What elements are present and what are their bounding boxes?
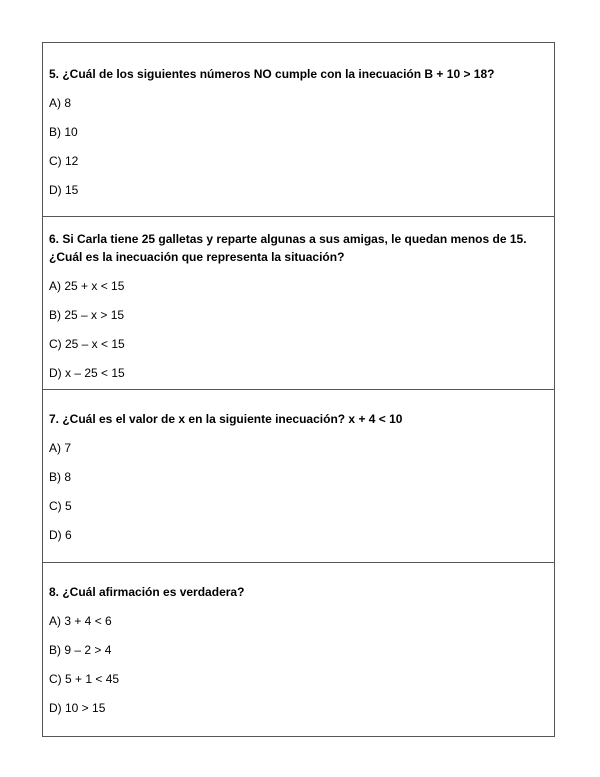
answer-options bbox=[49, 279, 554, 380]
option-c: C) 5 bbox=[49, 499, 72, 513]
option-b: B) 9 – 2 > 4 bbox=[49, 643, 112, 657]
option-a: A) 7 bbox=[49, 441, 72, 455]
question-text: 5. ¿Cuál de los siguientes números NO cumple con la inecuación B + 10 > 18? bbox=[49, 67, 495, 81]
question-5 bbox=[43, 43, 554, 216]
question-6 bbox=[43, 216, 554, 389]
option-d: D) 10 > 15 bbox=[49, 701, 106, 715]
option-c: C) 5 + 1 < 45 bbox=[49, 672, 120, 686]
option-d: D) x – 25 < 15 bbox=[49, 366, 125, 380]
question-7 bbox=[43, 389, 554, 562]
option-a: A) 8 bbox=[49, 96, 72, 110]
answer-options bbox=[49, 96, 554, 197]
answer-options bbox=[49, 441, 554, 542]
option-a: A) 3 + 4 < 6 bbox=[49, 614, 112, 628]
option-b: B) 8 bbox=[49, 470, 72, 484]
question-text: 8. ¿Cuál afirmación es verdadera? bbox=[49, 585, 245, 599]
answer-options bbox=[49, 614, 554, 715]
question-text: 7. ¿Cuál es el valor de x en la siguiente inecuación? x + 4 < 10 bbox=[49, 412, 403, 426]
option-d: D) 6 bbox=[49, 528, 72, 542]
option-c: C) 25 – x < 15 bbox=[49, 337, 125, 351]
option-c: C) 12 bbox=[49, 154, 79, 168]
option-b: B) 25 – x > 15 bbox=[49, 308, 125, 322]
option-d: D) 15 bbox=[49, 183, 79, 197]
option-b: B) 10 bbox=[49, 125, 78, 139]
option-a: A) 25 + x < 15 bbox=[49, 279, 125, 293]
question-8 bbox=[43, 562, 554, 736]
question-sheet bbox=[42, 42, 555, 737]
question-text: 6. Si Carla tiene 25 galletas y reparte algunas a sus amigas, le quedan menos de 15. ¿Cuál es la inecuación que representa la situación? bbox=[49, 232, 527, 264]
